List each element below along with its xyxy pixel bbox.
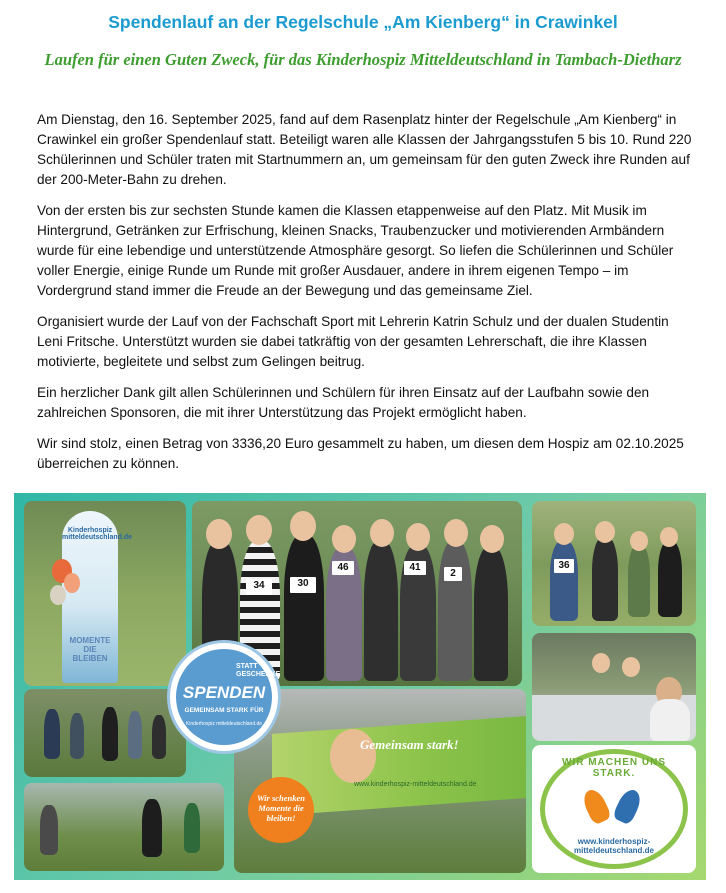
student-figure bbox=[658, 541, 682, 617]
student-head bbox=[206, 519, 232, 549]
spenden-stamp bbox=[167, 640, 281, 754]
student-head bbox=[660, 527, 678, 547]
logo-slogan: WIR MACHEN UNS STARK. bbox=[562, 757, 666, 779]
bib-number: 46 bbox=[332, 561, 354, 575]
student-head bbox=[332, 525, 356, 553]
student-head bbox=[480, 525, 504, 553]
bib-number: 2 bbox=[444, 567, 462, 581]
student-head bbox=[444, 519, 468, 547]
banner-slogan: MOMENTE DIE BLEIBEN bbox=[69, 636, 111, 663]
student-figure bbox=[44, 709, 60, 759]
student-head bbox=[595, 521, 615, 543]
orange-circle-text: Wir schenken Momente die bleiben! bbox=[256, 793, 306, 823]
fence-banner-url: www.kinderhospiz-mitteldeutschland.de bbox=[354, 781, 477, 788]
stamp-org: Kinderhospiz mitteldeutschland.de bbox=[185, 721, 263, 727]
paragraph: Wir sind stolz, einen Betrag von 3336,20 Euro gesammelt zu haben, um diesen dem Hospiz am 02.10.2025 überreichen zu können. bbox=[37, 436, 684, 471]
student-figure bbox=[628, 545, 650, 617]
stamp-main-text: SPENDEN bbox=[182, 683, 266, 702]
fence-banner-title: Gemeinsam stark! bbox=[360, 737, 459, 752]
student-figure bbox=[102, 707, 118, 761]
bib-number: 34 bbox=[246, 579, 272, 595]
student-figure bbox=[592, 537, 618, 621]
photo-runners-field bbox=[24, 689, 186, 777]
photo-registration-table bbox=[532, 633, 696, 741]
paragraph: Ein herzlicher Dank gilt allen Schülerinnen und Schülern für ihren Einsatz auf der Laufbahn sowie den zahlreichen Sponsoren, die mit ihrer Unterstützung das Projekt ermöglicht haben. bbox=[37, 385, 650, 420]
balloon-icon bbox=[50, 585, 66, 605]
student-head bbox=[290, 511, 316, 541]
student-figure bbox=[40, 805, 58, 855]
article-body bbox=[37, 110, 697, 485]
banner-org-text: Kinderhospiz mitteldeutschland.de bbox=[62, 527, 133, 541]
photo-fence-banner bbox=[234, 689, 526, 873]
roll-up-banner bbox=[62, 511, 133, 683]
student-figure bbox=[364, 541, 398, 681]
bib-number: 41 bbox=[404, 561, 426, 575]
student-figure bbox=[152, 715, 166, 759]
student-head bbox=[370, 519, 394, 547]
student-head bbox=[406, 523, 430, 551]
article-title: Spendenlauf an der Regelschule „Am Kienberg“ in Crawinkel bbox=[108, 12, 618, 32]
student-head bbox=[554, 523, 574, 545]
stamp-slogan: GEMEINSAM STARK FÜR bbox=[184, 707, 264, 714]
photo-runners bbox=[532, 501, 696, 626]
student-head bbox=[622, 657, 640, 677]
student-figure bbox=[128, 711, 142, 759]
student-figure bbox=[650, 699, 690, 741]
student-head bbox=[630, 531, 648, 551]
stamp-inner bbox=[176, 649, 281, 745]
article-subtitle: Laufen für einen Guten Zweck, für das Kinderhospiz Mitteldeutschland in Tambach-Dietharz bbox=[44, 50, 682, 69]
student-figure bbox=[474, 547, 508, 681]
student-figure bbox=[142, 799, 162, 857]
paragraph: Von der ersten bis zur sechsten Stunde kamen die Klassen etappenweise auf den Platz. Mit Musik im Hintergrund, Getränken zur Erfrischung, kleinen Snacks, Traubenzucker und motivierenden Armbändern wurde für eine lebendige und unterstützende Atmosphäre gesorgt. So liefen die Schülerinnen und Schüler voller Energie, einige Runde um Runde mit großer Ausdauer, andere in ihrem eigenen Tempo – im Vordergrund stand immer die Freude an der Bewegung und das gemeinsame Ziel. bbox=[37, 203, 674, 298]
student-figure bbox=[70, 713, 84, 759]
student-figure bbox=[550, 541, 578, 621]
student-figure bbox=[438, 541, 472, 681]
stamp-statt-text: STATT GESCHENKE bbox=[236, 663, 281, 678]
paragraph: Am Dienstag, den 16. September 2025, fand auf dem Rasenplatz hinter der Regelschule „Am Kienberg“ in Crawinkel ein großer Spendenlauf statt. Beteiligt waren alle Klassen der Jahrgangsstufen 5 bis 10. Rund 220 Schülerinnen und Schüler traten mit Startnummern an, um gemeinsam für den guten Zweck ihre Runden auf der 200-Meter-Bahn zu drehen. bbox=[37, 112, 692, 187]
student-head bbox=[246, 515, 272, 545]
bib-number: 36 bbox=[554, 559, 574, 573]
photo-runners-track bbox=[24, 783, 224, 871]
student-figure bbox=[284, 535, 324, 681]
balloon-icon bbox=[64, 573, 80, 593]
bib-number: 30 bbox=[290, 577, 316, 593]
photo-collage bbox=[14, 493, 706, 880]
photo-roll-up-banner bbox=[24, 501, 186, 686]
paragraph: Organisiert wurde der Lauf von der Fachschaft Sport mit Lehrerin Katrin Schulz und der dualen Studentin Leni Fritsche. Unterstützt wurden sie dabei tatkräftig von der gesamten Lehrerschaft, die ihre Klassen motivierte, begleitete und selbst zum Gelingen beitrug. bbox=[37, 314, 669, 369]
kinderhospiz-logo bbox=[532, 745, 696, 873]
logo-url: www.kinderhospiz-mitteldeutschland.de bbox=[573, 837, 654, 855]
student-head bbox=[592, 653, 610, 673]
student-figure bbox=[184, 803, 200, 853]
